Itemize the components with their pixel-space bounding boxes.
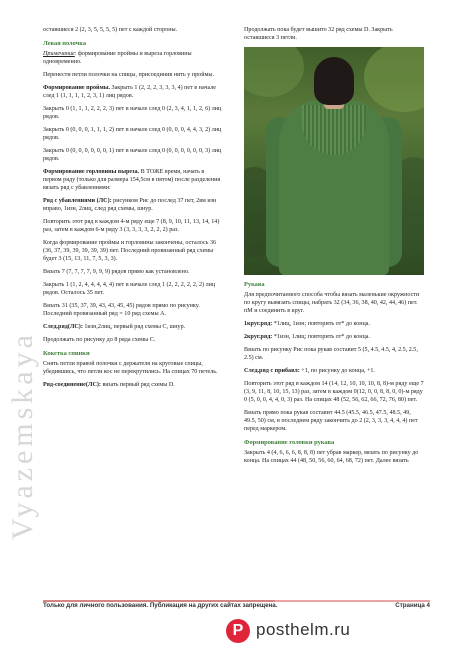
paragraph: Вязать прямо пока рукав составит 44.5 (45.5, 46.5, 47.5, 48.5, 49, 49.5, 50) см, в последнем ряду закончить до 2 (2, 3, 3, 3, 4, 4, 4) пет перед маркером.: [244, 410, 418, 432]
paragraph: Продолжать пока будет вышито 32 ряд схемы D. Закрыть оставшиеся 3 петли.: [244, 27, 393, 41]
row-text: рисунком Рис до послед 37 пет, 2вм изн вправо, 1изн, 2лиц, след ряд схемы, шнур.: [43, 198, 217, 212]
note-label: Примечание: [43, 51, 75, 57]
paragraph: Вязать 7 (7, 7, 7, 7, 9, 9, 9) рядов прямо как установлено.: [43, 269, 190, 275]
section-label: Формирование горловины выреза.: [43, 169, 140, 175]
paragraph: Когда формирование проймы и горловины закончены, осталось 36 (36, 37, 39, 39, 39, 39, 39) пет. Последний провязанный ряд схемы будет 3 (15, 13, 11, 7, 5, 3, 3).: [43, 240, 217, 262]
paragraph: Перенести петли полочки на спицы, присоединив нить у проймы.: [43, 72, 214, 78]
row-text: вязать первый ряд схемы D.: [100, 382, 175, 388]
paragraph: [43, 323, 223, 331]
right-column: [244, 26, 424, 470]
section-heading: Левая полочка: [43, 40, 87, 47]
paragraph: [244, 320, 424, 328]
paragraph: [244, 333, 424, 341]
row-label: Ряд-соединение(ЛС):: [43, 382, 101, 388]
paragraph: оставшиеся 2 (2, 3, 5, 5, 5, 5) пет с каждой стороны.: [43, 27, 178, 33]
row-text: *1лиц, 1изн; повторить от* до конца.: [272, 321, 371, 327]
section-label: Формирование проймы.: [43, 85, 111, 91]
paragraph: [43, 50, 223, 66]
left-column: [43, 26, 223, 394]
paragraph: Снять петли правой полочки с держателя на круговые спицы, убедившись, что петли кос не перекрутились. На спицах 70 петель.: [43, 361, 218, 375]
pinterest-logo-icon[interactable]: P: [226, 619, 250, 643]
footer-notice: Только для личного пользования. Публикация на других сайтах запрещена.: [43, 602, 278, 609]
paragraph: Вязать 31 (35, 37, 39, 43, 43, 45, 45) рядов прямо по рисунку. Последний провязанный ряд = 10 ряд схемы A.: [43, 303, 200, 317]
row-label: 1круг.ряд:: [244, 321, 273, 327]
paragraph: Закрыть 4 (4, 6, 6, 6, 8, 8, 8) пет убрав маркер, вязать по рисунку до конца. На спицах 44 (48, 50, 56, 60, 64, 68, 72) пет. Далее вязать: [244, 450, 419, 464]
paragraph: Повторить этот ряд в каждом 4-м ряду еще 7 (8, 9, 10, 11, 13, 14, 14) раз, затем в каждом 6-м ряду 3 (3, 3, 3, 3, 2, 2, 2) раз.: [43, 219, 220, 233]
section-heading: Рукава: [244, 281, 265, 288]
paragraph: Вязать по рисунку Рис пока рукав составит 5 (5, 4.5, 4.5, 4, 2.5, 2.5, 2.5) см.: [244, 347, 418, 361]
row-text: +1, по рисунку до конца, +1.: [299, 368, 375, 374]
paragraph: Повторить этот ряд в каждом 14 (14, 12, 10, 10, 10, 8, 8)-м ряду еще 7 (3, 9, 11, 8, 10, 15, 13) раз, затем в каждом 0(12, 0, 0, 8, 8, 0, 0)-м ряду 0 (5, 0, 0, 4, 4, 0, 3) раз. На спицах 48 (52, 56, 62, 66, 72, 76, 80) пет.: [244, 381, 424, 403]
section-heading: Формирование головки рукава: [244, 439, 335, 446]
paragraph: Для предпочитаемого способа чтобы вязать маленькие окружности по кругу вывязать спицы, набрать 32 (34, 36, 38, 40, 42, 44, 46) пет. пМ и соединить в круг.: [244, 292, 420, 314]
row-label: 2круг.ряд:: [244, 334, 273, 340]
armhole-text: Закрыть 1 (2, 2, 2, 3, 3, 3, 4) пет в начале след 1 (1, 1, 1, 1, 2, 3, 1) лиц рядов.: [43, 85, 216, 99]
pinterest-site-link[interactable]: posthelm.ru: [256, 620, 351, 639]
row-label: След.ряд с прибавл:: [244, 368, 300, 374]
row-label: Ряд с убавлениями (ЛС):: [43, 198, 112, 204]
paragraph: Закрыть 0 (1, 1, 1, 2, 2, 2, 3) пет в начале след 0 (2, 3, 4, 1, 1, 2, 6) лиц рядов.: [43, 106, 222, 120]
note-text: : формирование проймы и выреза горловины одновременно.: [43, 51, 192, 65]
paragraph: Закрыть 0 (0, 0, 0, 0, 0, 0, 1) пет в начале след 0 (0, 0, 0, 0, 0, 0, 3) лиц рядов.: [43, 148, 222, 162]
paragraph: [244, 367, 424, 375]
row-text: *1изн, 1лиц; повторить от* до конца.: [272, 334, 371, 340]
paragraph: Продолжать по рисунку до 8 ряда схемы C.: [43, 337, 156, 343]
paragraph: Закрыть 0 (0, 0, 0, 1, 1, 1, 2) пет в начале след 0 (0, 0, 0, 4, 4, 3, 2) лиц рядов.: [43, 127, 222, 141]
paragraph: [43, 197, 223, 213]
neck-text: В ТОЖЕ время, начать в первом ряду (только для размера 154,5см в пятом) после разделения вязать ряд с убавлениями:: [43, 169, 221, 191]
section-heading: Кокетка спинки: [43, 350, 90, 357]
watermark: Vyazemskaya: [6, 331, 39, 540]
paragraph: [43, 381, 223, 389]
paragraph: [43, 84, 223, 100]
row-label: След.ряд(ЛС):: [43, 324, 83, 330]
paragraph: Закрыть 1 (1, 2, 4, 4, 4, 4, 4) пет в начале след 1 (2, 2, 2, 2, 2, 2) лиц рядов. Осталось 35 пет.: [43, 282, 216, 296]
page-number: Страница 4: [395, 602, 430, 609]
page-footer: [43, 602, 430, 609]
sweater-photo: [244, 47, 424, 275]
paragraph: [43, 168, 223, 192]
row-text: 1изн,2лиц, первый ряд схемы C, шнур.: [82, 324, 186, 330]
